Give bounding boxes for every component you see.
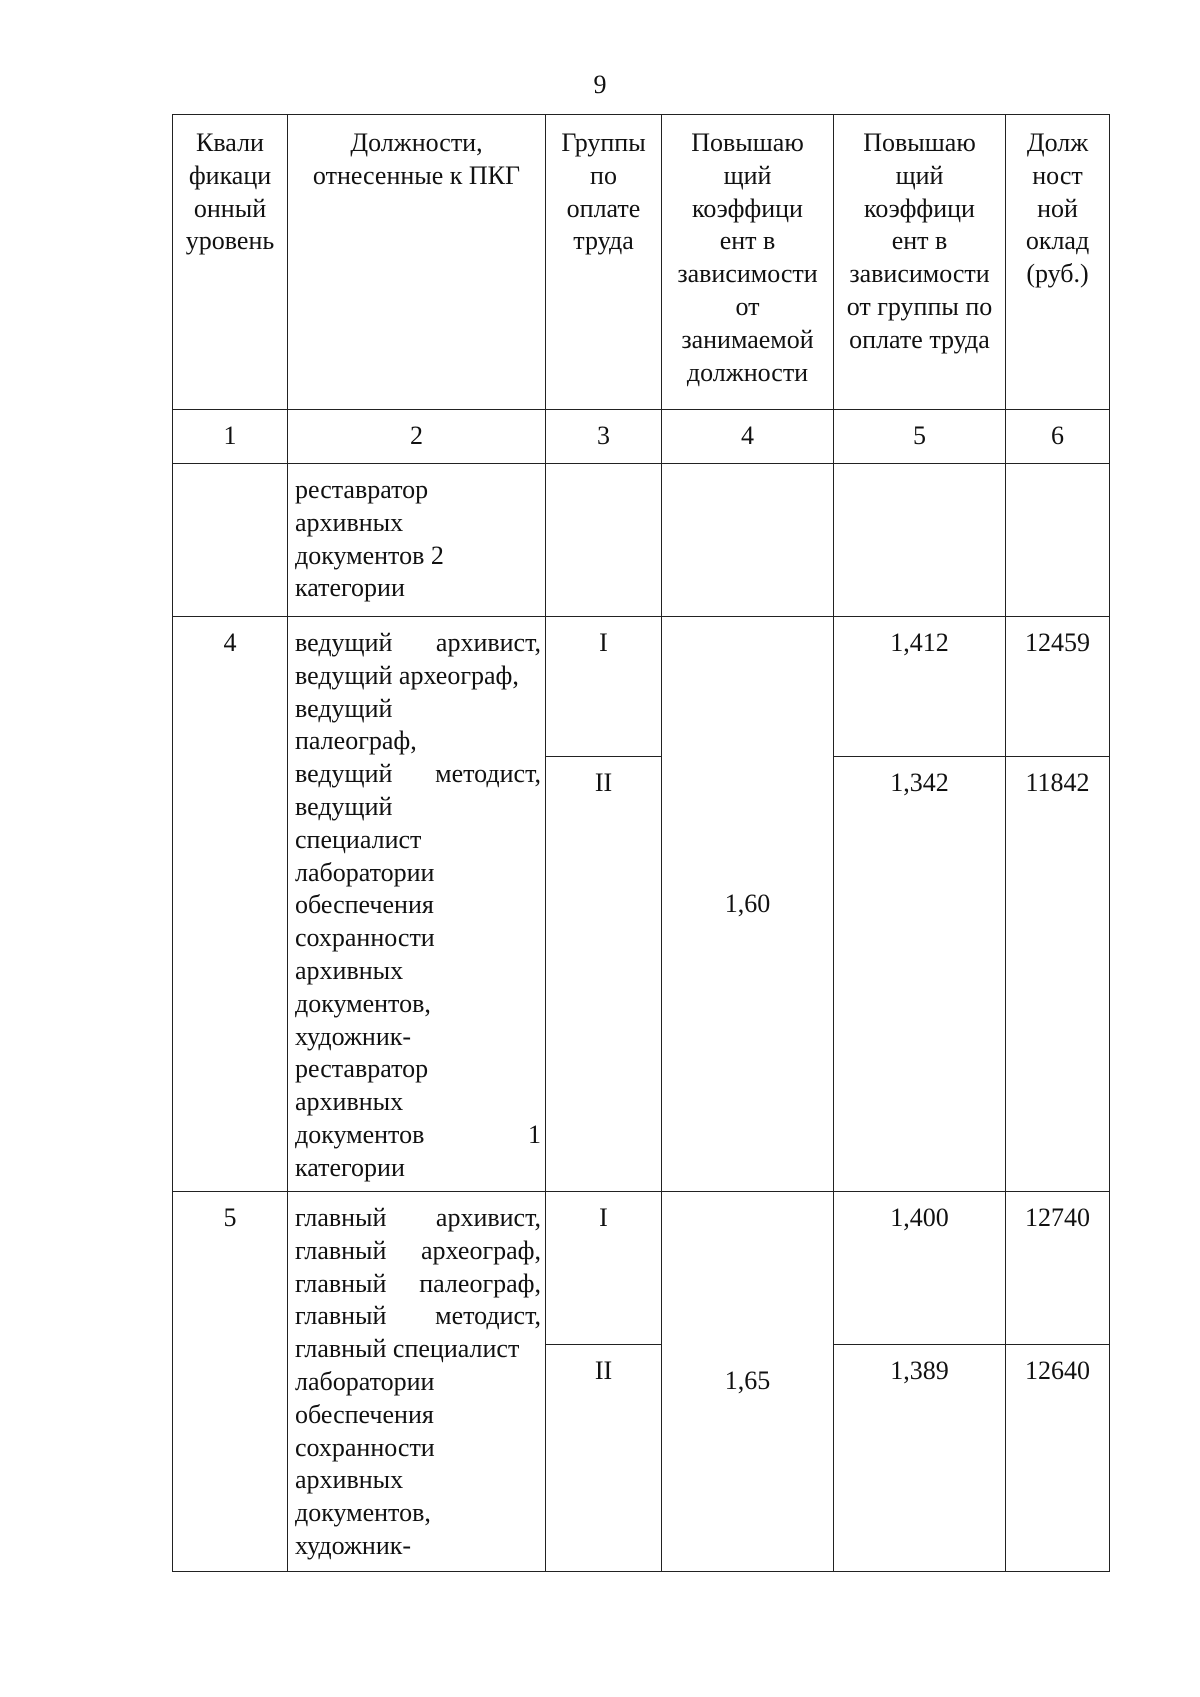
page-number: 9 [593, 70, 607, 99]
pay-group: I [546, 1192, 662, 1345]
empty-cell [546, 464, 662, 617]
empty-cell [662, 464, 834, 617]
qualification-level: 5 [173, 1192, 288, 1572]
salary: 11842 [1006, 757, 1110, 1192]
table-header-row [173, 115, 1110, 410]
pay-group: II [546, 757, 662, 1192]
column-number: 5 [834, 410, 1006, 464]
column-number: 2 [288, 410, 546, 464]
coefficient-group: 1,342 [834, 757, 1006, 1192]
pay-group: II [546, 1345, 662, 1572]
column-number: 4 [662, 410, 834, 464]
header-coefficient-position: Повышаю щий коэффици ент в зависимости от занимаемой должности [662, 115, 834, 410]
header-pay-groups: Группы по оплате труда [546, 115, 662, 410]
level-cell-empty [173, 464, 288, 617]
salary: 12740 [1006, 1192, 1110, 1345]
salary-table [172, 114, 1110, 1572]
column-number: 1 [173, 410, 288, 464]
coefficient-position: 1,60 [662, 617, 834, 1192]
header-salary: Долж ност ной оклад (руб.) [1006, 115, 1110, 410]
positions-cell: реставратор архивных документов 2 категории [288, 464, 546, 617]
positions-cell: ведущий архивист, ведущий археограф, ведущий палеограф, ведущий методист, ведущий специалист лаборатории обеспечения сохранности архивных документов, художник- реставратор архивных документов 1 категории [288, 617, 546, 1192]
coefficient-position: 1,65 [662, 1192, 834, 1572]
table-row [173, 1192, 1110, 1345]
table-row [173, 464, 1110, 617]
qualification-level: 4 [173, 617, 288, 1192]
column-number: 6 [1006, 410, 1110, 464]
coefficient-group: 1,389 [834, 1345, 1006, 1572]
header-coefficient-group: Повышаю щий коэффици ент в зависимости от группы по оплате труда [834, 115, 1006, 410]
salary: 12459 [1006, 617, 1110, 757]
empty-cell [1006, 464, 1110, 617]
coefficient-group: 1,412 [834, 617, 1006, 757]
salary: 12640 [1006, 1345, 1110, 1572]
empty-cell [834, 464, 1006, 617]
column-numbers-row [173, 410, 1110, 464]
positions-cell: главный архивист, главный археограф, главный палеограф, главный методист, главный специалист лаборатории обеспечения сохранности архивных документов, художник- [288, 1192, 546, 1572]
pay-group: I [546, 617, 662, 757]
coefficient-group: 1,400 [834, 1192, 1006, 1345]
header-qualification-level: Квали фикаци онный уровень [173, 115, 288, 410]
header-positions: Должности, отнесенные к ПКГ [288, 115, 546, 410]
table-row [173, 617, 1110, 757]
column-number: 3 [546, 410, 662, 464]
